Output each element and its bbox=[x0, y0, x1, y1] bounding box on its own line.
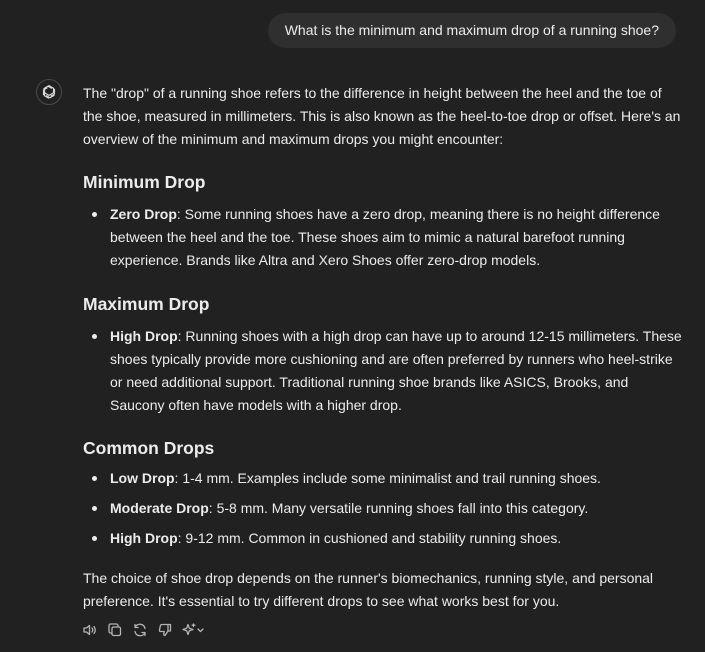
assistant-message bbox=[83, 82, 683, 613]
minimum-drop-list bbox=[83, 203, 683, 272]
list-item bbox=[110, 325, 683, 417]
section-heading-common-drops: Common Drops bbox=[83, 438, 215, 458]
copy-icon bbox=[107, 622, 123, 638]
thumbs-down-icon bbox=[157, 622, 173, 638]
list-item-text: : 9-12 mm. Common in cushioned and stability running shoes. bbox=[177, 530, 562, 546]
list-item-text: : 1-4 mm. Examples include some minimalist and trail running shoes. bbox=[174, 470, 601, 486]
list-item-text: : 5-8 mm. Many versatile running shoes fall into this category. bbox=[208, 500, 589, 516]
user-message-row bbox=[268, 13, 676, 48]
list-item-term: High Drop bbox=[110, 328, 178, 344]
user-message-bubble: What is the minimum and maximum drop of a running shoe? bbox=[268, 13, 676, 48]
list-item bbox=[110, 497, 683, 520]
common-drops-list bbox=[83, 467, 683, 550]
list-item-term: High Drop bbox=[110, 530, 178, 546]
openai-logo-icon bbox=[40, 83, 58, 101]
list-item bbox=[110, 203, 683, 272]
message-actions bbox=[80, 620, 206, 639]
maximum-drop-list bbox=[83, 325, 683, 417]
list-item-term: Low Drop bbox=[110, 470, 175, 486]
model-switch-button[interactable] bbox=[180, 620, 206, 639]
regenerate-icon bbox=[132, 622, 148, 638]
assistant-avatar bbox=[36, 79, 62, 105]
read-aloud-button[interactable] bbox=[80, 620, 99, 639]
model-switch-icon bbox=[181, 622, 205, 638]
conclusion-paragraph: The choice of shoe drop depends on the runner's biomechanics, running style, and personal preference. It's essential to try different drops to see what works best for you. bbox=[83, 570, 654, 609]
intro-paragraph: The "drop" of a running shoe refers to the difference in height between the heel and the toe of the shoe, measured in millimeters. This is also known as the heel-to-toe drop or offset. Here's an overview of the minimum and maximum drops you might encounter: bbox=[83, 85, 681, 147]
thumbs-down-button[interactable] bbox=[155, 620, 174, 639]
list-item-text: : Some running shoes have a zero drop, meaning there is no height difference between the heel and the toe. These shoes aim to mimic a natural barefoot running experience. Brands like Altra and Xero Shoes offer zero-drop models. bbox=[110, 206, 660, 268]
section-heading-minimum-drop: Minimum Drop bbox=[83, 172, 206, 192]
section-heading-maximum-drop: Maximum Drop bbox=[83, 294, 210, 314]
list-item-term: Zero Drop bbox=[110, 206, 177, 222]
read-aloud-icon bbox=[82, 622, 98, 638]
list-item bbox=[110, 527, 683, 550]
copy-button[interactable] bbox=[105, 620, 124, 639]
list-item-term: Moderate Drop bbox=[110, 500, 209, 516]
list-item bbox=[110, 467, 683, 490]
list-item-text: : Running shoes with a high drop can have up to around 12-15 millimeters. These shoes typically provide more cushioning and are often preferred by runners who heel-strike or need additional support. Traditional running shoe brands like ASICS, Brooks, and Saucony often have models with a higher drop. bbox=[110, 328, 682, 413]
regenerate-button[interactable] bbox=[130, 620, 149, 639]
